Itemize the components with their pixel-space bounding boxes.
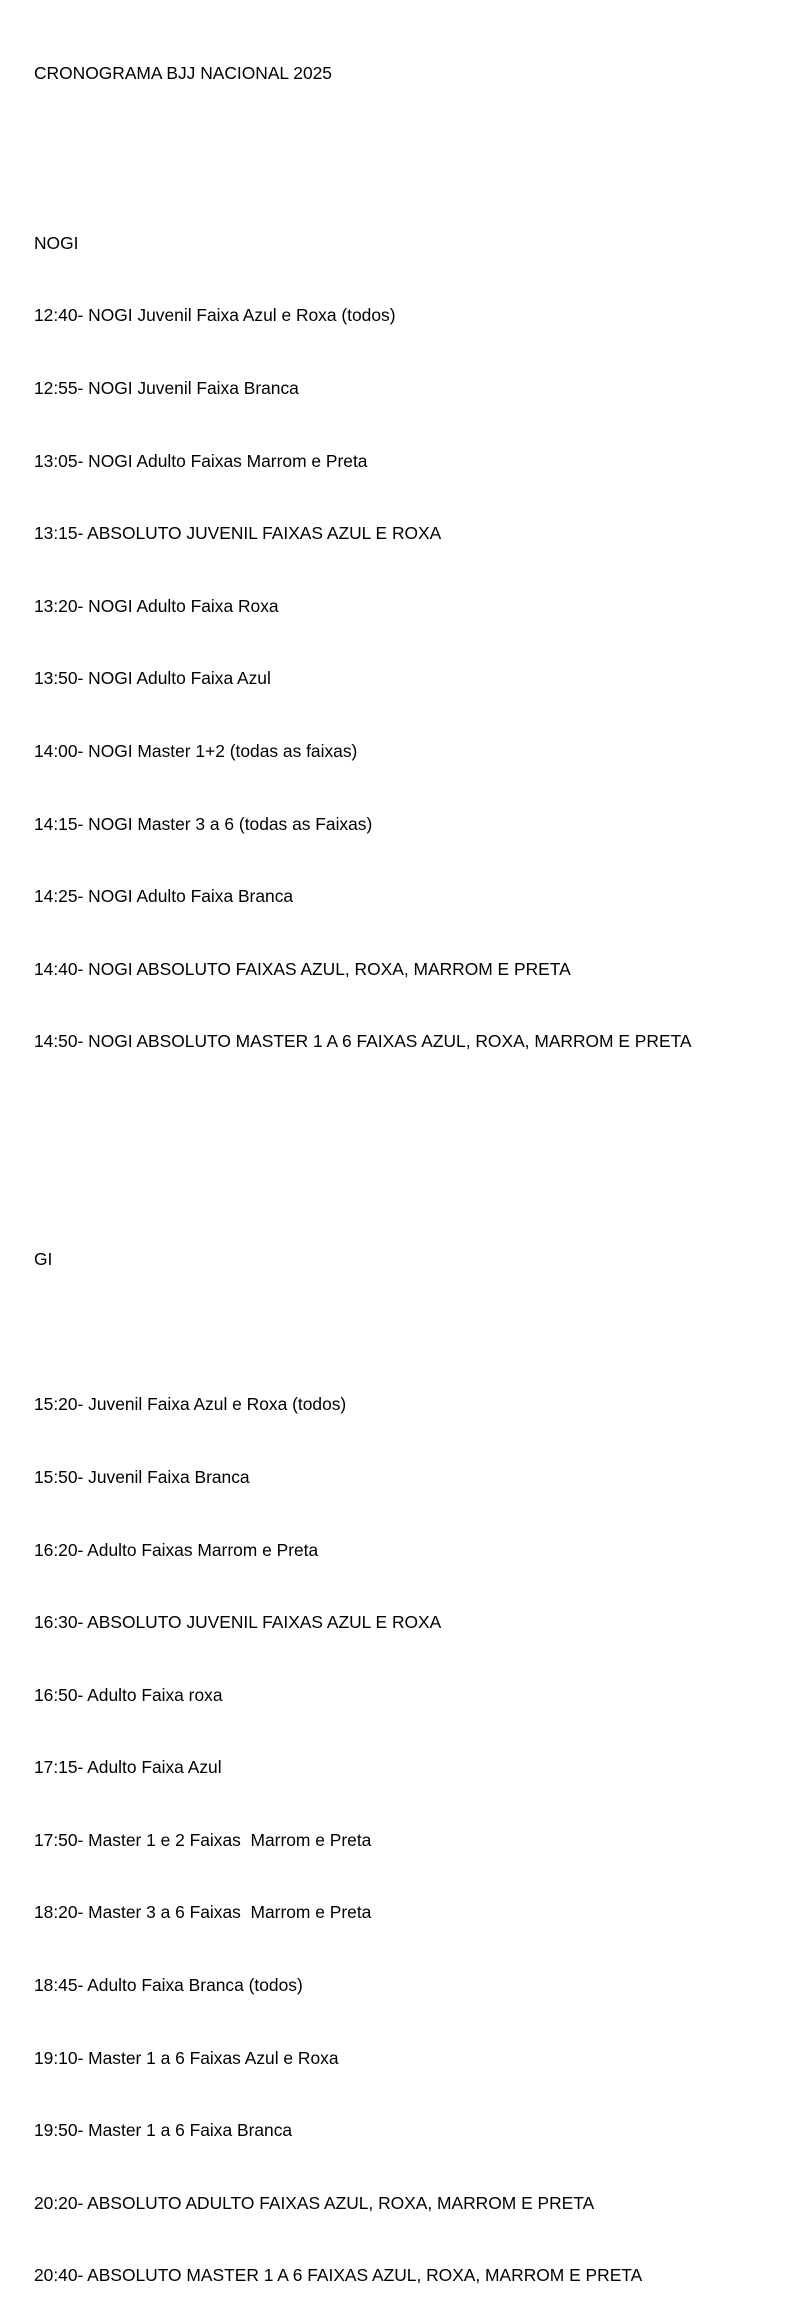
gi-item: 17:15- Adulto Faixa Azul (34, 1757, 222, 1778)
nogi-item: 12:55- NOGI Juvenil Faixa Branca (34, 377, 299, 398)
gi-heading: GI (34, 1249, 53, 1270)
schedule-document (34, 13, 784, 2312)
spacer (34, 134, 784, 158)
nogi-item: 14:00- NOGI Master 1+2 (todas as faixas) (34, 740, 358, 761)
gi-item: 16:30- ABSOLUTO JUVENIL FAIXAS AZUL E ROXA (34, 1612, 442, 1633)
document-title: CRONOGRAMA BJJ NACIONAL 2025 (34, 63, 332, 84)
spacer (34, 1126, 784, 1174)
gi-item: 19:50- Master 1 a 6 Faixa Branca (34, 2120, 293, 2141)
gi-item: 15:20- Juvenil Faixa Azul e Roxa (todos) (34, 1394, 347, 1415)
nogi-item: 13:15- ABSOLUTO JUVENIL FAIXAS AZUL E ROXA (34, 523, 442, 544)
nogi-heading: NOGI (34, 232, 79, 253)
gi-item: 15:50- Juvenil Faixa Branca (34, 1466, 250, 1487)
spacer (34, 1320, 784, 1344)
nogi-item: 14:50- NOGI ABSOLUTO MASTER 1 A 6 FAIXAS AZUL, ROXA, MARROM E PRETA (34, 1031, 692, 1052)
gi-item: 16:50- Adulto Faixa roxa (34, 1684, 223, 1705)
nogi-item: 13:20- NOGI Adulto Faixa Roxa (34, 595, 279, 616)
gi-item: 20:40- ABSOLUTO MASTER 1 A 6 FAIXAS AZUL, ROXA, MARROM E PRETA (34, 2265, 643, 2286)
nogi-item: 13:50- NOGI Adulto Faixa Azul (34, 668, 271, 689)
gi-item: 18:20- Master 3 a 6 Faixas Marrom e Preta (34, 1902, 372, 1923)
gi-item: 16:20- Adulto Faixas Marrom e Preta (34, 1539, 319, 1560)
nogi-item: 14:40- NOGI ABSOLUTO FAIXAS AZUL, ROXA, MARROM E PRETA (34, 958, 571, 979)
nogi-item: 14:25- NOGI Adulto Faixa Branca (34, 886, 294, 907)
nogi-item: 12:40- NOGI Juvenil Faixa Azul e Roxa (todos) (34, 305, 396, 326)
gi-item: 18:45- Adulto Faixa Branca (todos) (34, 1975, 303, 1996)
gi-item: 17:50- Master 1 e 2 Faixas Marrom e Preta (34, 1829, 372, 1850)
nogi-item: 14:15- NOGI Master 3 a 6 (todas as Faixas) (34, 813, 373, 834)
nogi-item: 13:05- NOGI Adulto Faixas Marrom e Preta (34, 450, 368, 471)
gi-item: 20:20- ABSOLUTO ADULTO FAIXAS AZUL, ROXA, MARROM E PRETA (34, 2192, 595, 2213)
gi-item: 19:10- Master 1 a 6 Faixas Azul e Roxa (34, 2047, 339, 2068)
